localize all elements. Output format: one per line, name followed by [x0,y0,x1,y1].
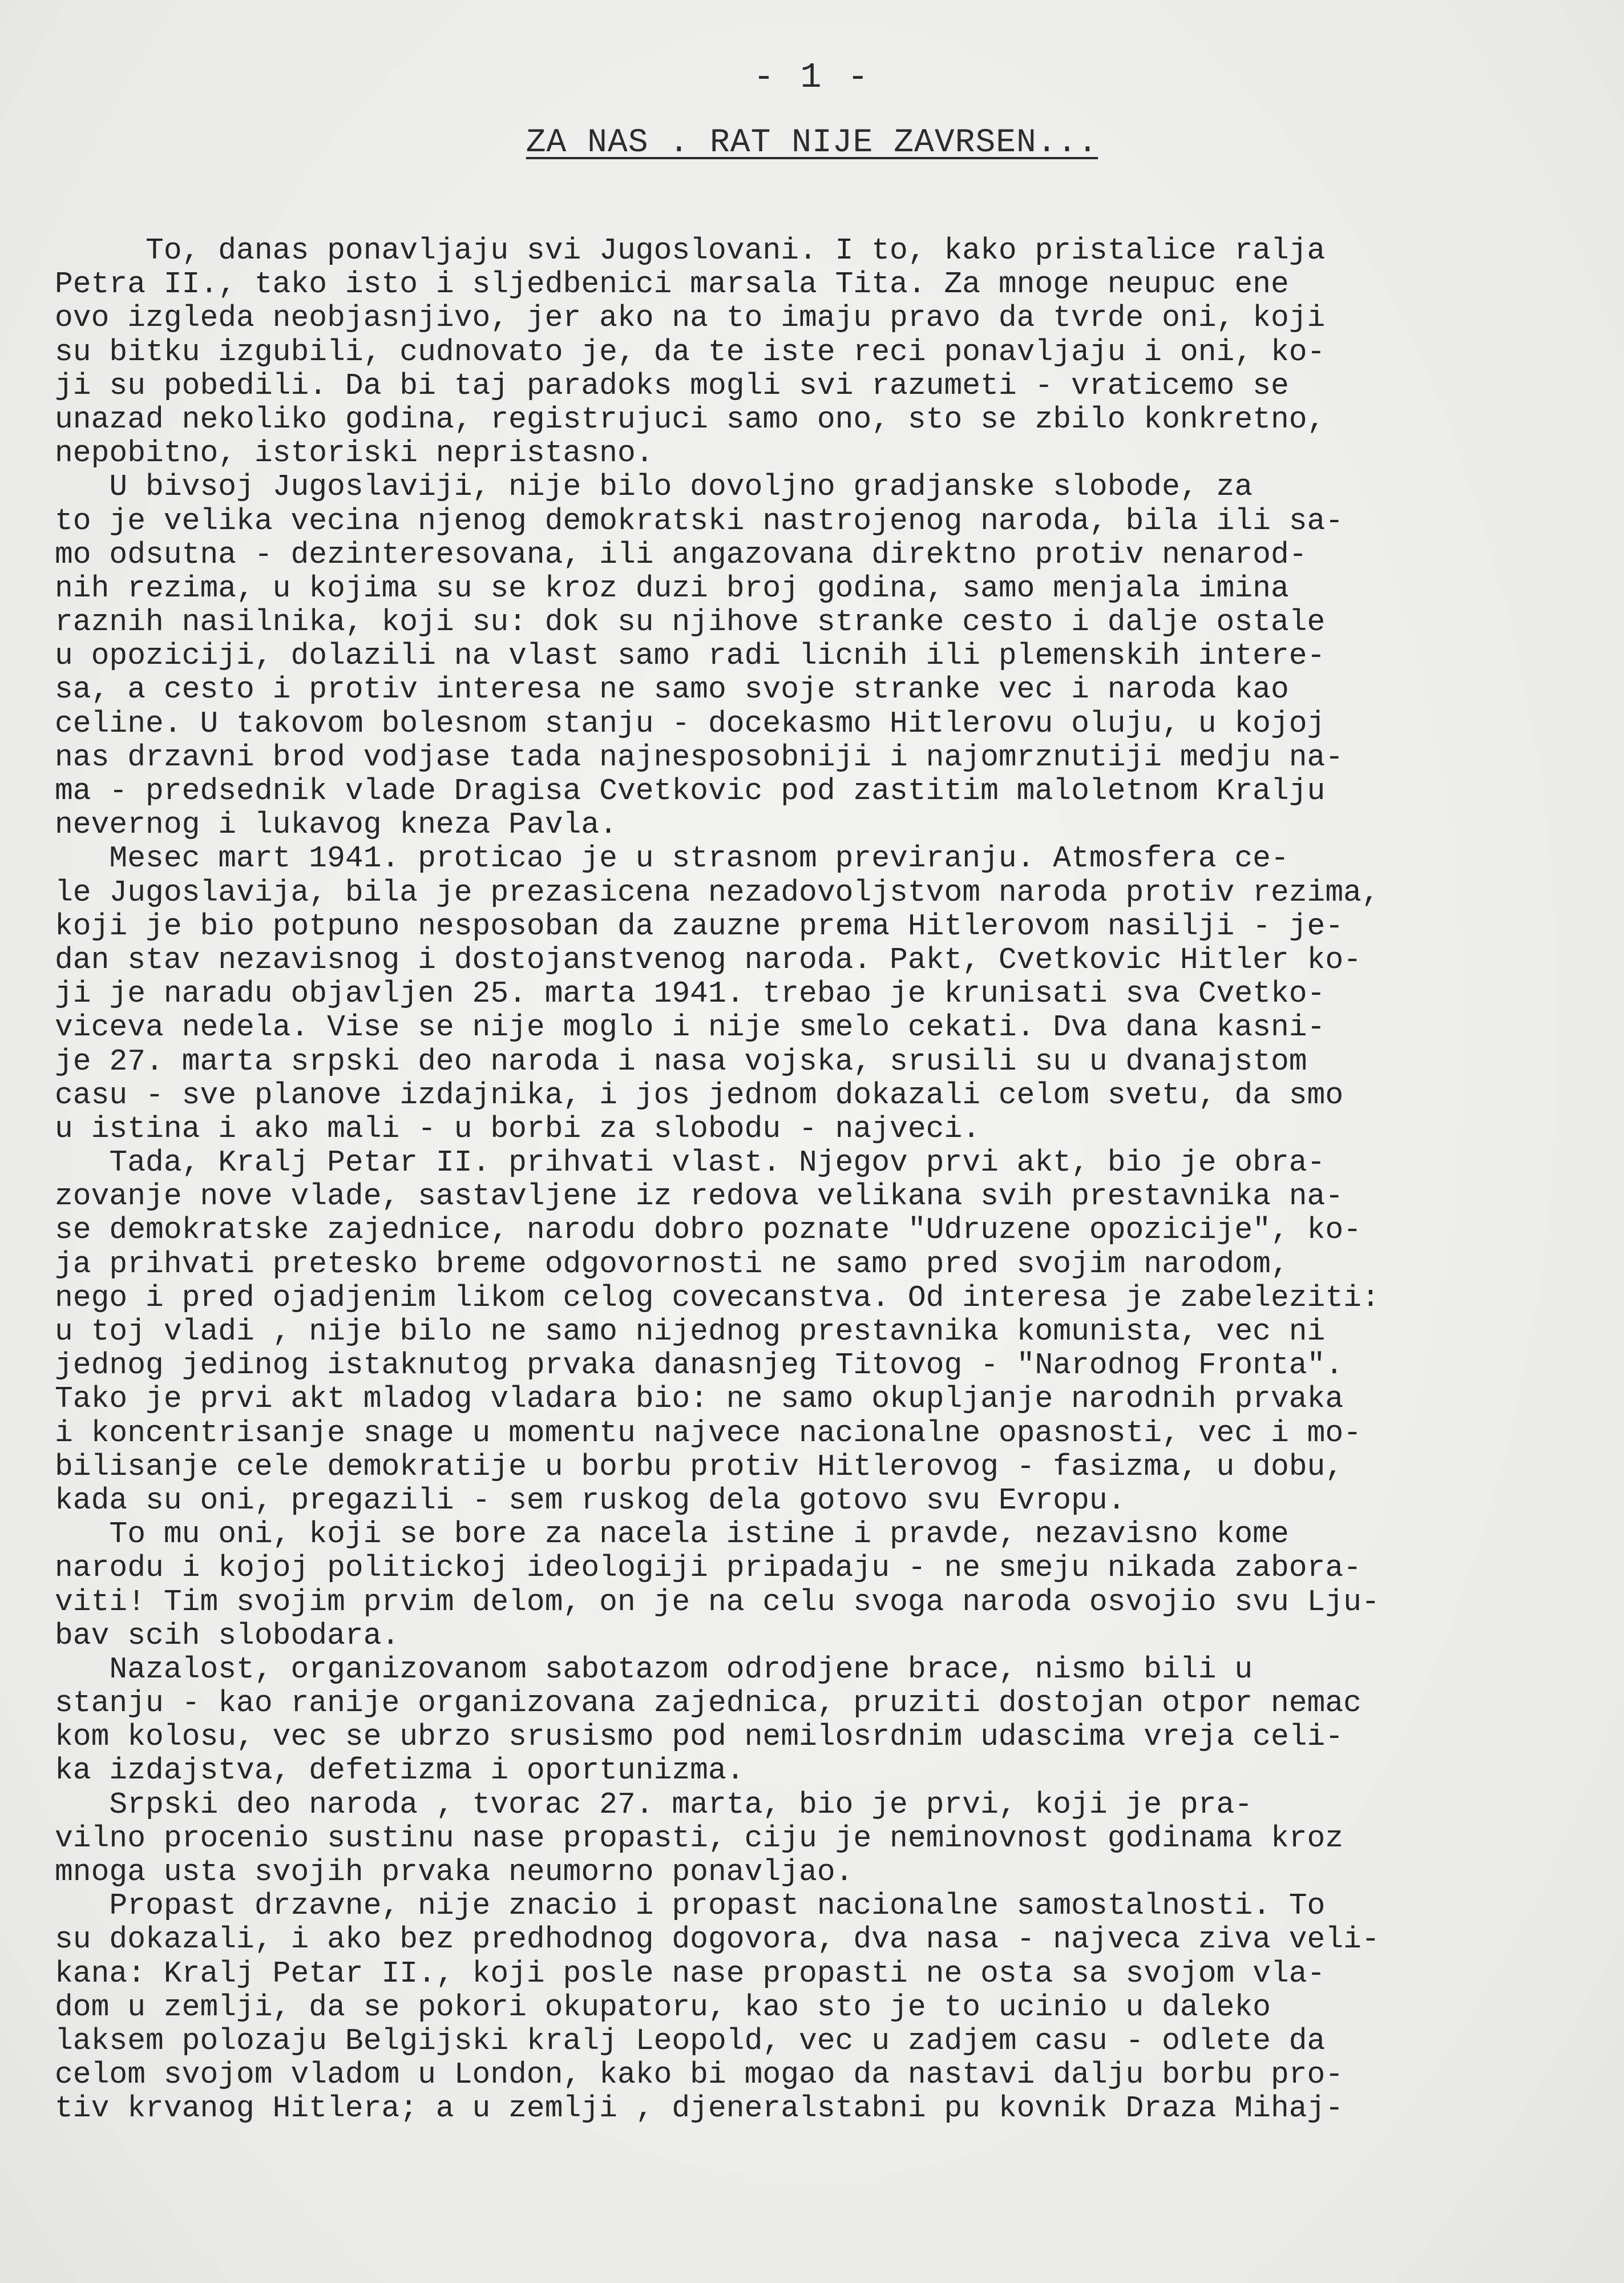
text-line: su dokazali, i ako bez predhodnog dogovora, dva nasa - najveca ziva veli- [55,1922,1380,1957]
text-line: jednog jedinog istaknutog prvaka danasnjeg Titovog - "Narodnog Fronta". [55,1348,1344,1383]
text-line: ji je naradu objavljen 25. marta 1941. trebao je krunisati sva Cvetko- [55,977,1326,1011]
text-line: casu - sve planove izdajnika, i jos jednom dokazali celom svetu, da smo [55,1078,1344,1112]
text-line: celine. U takovom bolesnom stanju - docekasmo Hitlerovu oluju, u kojoj [55,706,1326,741]
text-line: mnoga usta svojih prvaka neumorno ponavljao. [55,1855,854,1889]
page-number: - 1 - [753,57,871,98]
text-line: nevernog i lukavog kneza Pavla. [55,808,617,842]
text-line: Tada, Kralj Petar II. prihvati vlast. Njegov prvi akt, bio je obra- [55,1145,1326,1180]
text-line: Tako je prvi akt mladog vladara bio: ne samo okupljanje narodnih prvaka [55,1382,1344,1417]
text-line: U bivsoj Jugoslaviji, nije bilo dovoljno gradjanske slobode, za [55,470,1253,505]
text-line: vilno procenio sustinu nase propasti, ciju je neminovnost godinama kroz [55,1821,1344,1856]
text-line: Petra II., tako isto i sljedbenici marsala Tita. Za mnoge neupuc ene [55,267,1289,302]
text-line: kada su oni, pregazili - sem ruskog dela gotovo svu Evropu. [55,1483,1126,1518]
text-line: ma - predsednik vlade Dragisa Cvetkovic pod zastitim maloletnom Kralju [55,774,1326,808]
text-line: ji su pobedili. Da bi taj paradoks mogli svi razumeti - vraticemo se [55,368,1289,403]
text-line: viti! Tim svojim prvim delom, on je na celu svoga naroda osvojio svu Lju- [55,1584,1380,1619]
text-line: To mu oni, koji se bore za nacela istine i pravde, nezavisno kome [55,1517,1289,1552]
text-line: To, danas ponavljaju svi Jugoslovani. I to, kako pristalice ralja [55,233,1326,268]
text-line: u istina i ako mali - u borbi za slobodu - najveci. [55,1111,981,1146]
text-line: su bitku izgubili, cudnovato je, da te iste reci ponavljaju i oni, ko- [55,334,1326,369]
text-line: Propast drzavne, nije znacio i propast nacionalne samostalnosti. To [55,1889,1326,1923]
text-line: nas drzavni brod vodjase tada najnesposobniji i najomrznutiji medju na- [55,740,1344,775]
text-line: kana: Kralj Petar II., koji posle nase propasti ne osta sa svojom vla- [55,1956,1326,1991]
text-line: u toj vladi , nije bilo ne samo nijednog prestavnika komunista, vec ni [55,1314,1326,1349]
document-body [55,234,1584,2126]
text-line: dom u zemlji, da se pokori okupatoru, kao sto je to ucinio u daleko [55,1990,1271,2024]
text-line: se demokratske zajednice, narodu dobro poznate "Udruzene opozicije", ko- [55,1213,1362,1248]
text-line: zovanje nove vlade, sastavljene iz redova velikana svih prestavnika na- [55,1179,1344,1214]
text-line: tiv krvanog Hitlera; a u zemlji , djeneralstabni pu kovnik Draza Mihaj- [55,2091,1344,2126]
text-line: u opoziciji, dolazili na vlast samo radi licnih ili plemenskih intere- [55,639,1326,673]
text-line: laksem polozaju Belgijski kralj Leopold, vec u zadjem casu - odlete da [55,2023,1326,2058]
text-line: kom kolosu, vec se ubrzo srusismo pod nemilosrdnim udascima vreja celi- [55,1720,1344,1754]
text-line: celom svojom vladom u London, kako bi mogao da nastavi dalju borbu pro- [55,2058,1344,2092]
text-line: viceva nedela. Vise se nije moglo i nije smelo cekati. Dva dana kasni- [55,1010,1326,1045]
document-title: ZA NAS . RAT NIJE ZAVRSEN... [526,124,1098,162]
text-line: ovo izgleda neobjasnjivo, jer ako na to imaju pravo da tvrde oni, koji [55,301,1326,336]
text-line: to je velika vecina njenog demokratski nastrojenog naroda, bila ili sa- [55,503,1344,538]
text-line: raznih nasilnika, koji su: dok su njihove stranke cesto i dalje ostale [55,605,1326,640]
text-line: unazad nekoliko godina, registrujuci samo ono, sto se zbilo konkretno, [55,402,1326,437]
text-line: ka izdajstva, defetizma i oportunizma. [55,1753,745,1788]
text-line: Mesec mart 1941. proticao je u strasnom previranju. Atmosfera ce- [55,841,1289,876]
text-line: ja prihvati pretesko breme odgovornosti ne samo pred svojim narodom, [55,1247,1289,1281]
text-line: stanju - kao ranije organizovana zajednica, pruziti dostojan otpor nemac [55,1686,1362,1721]
text-line: nego i pred ojadjenim likom celog covecanstva. Od interesa je zabeleziti: [55,1280,1380,1315]
text-line: dan stav nezavisnog i dostojanstvenog naroda. Pakt, Cvetkovic Hitler ko- [55,942,1362,977]
text-line: nih rezima, u kojima su se kroz duzi broj godina, samo menjala imina [55,571,1289,606]
text-line: le Jugoslavija, bila je prezasicena nezadovoljstvom naroda protiv rezima, [55,875,1380,910]
text-line: i koncentrisanje snage u momentu najvece nacionalne opasnosti, vec i mo- [55,1415,1362,1450]
text-line: je 27. marta srpski deo naroda i nasa vojska, srusili su u dvanajstom [55,1044,1307,1079]
text-line: bilisanje cele demokratije u borbu protiv Hitlerovog - fasizma, u dobu, [55,1449,1344,1484]
text-line: mo odsutna - dezinteresovana, ili angazovana direktno protiv nenarod- [55,537,1307,572]
text-line: Nazalost, organizovanom sabotazom odrodjene brace, nismo bili u [55,1652,1253,1687]
text-line: koji je bio potpuno nesposoban da zauzne prema Hitlerovom nasilji - je- [55,909,1344,943]
text-line: bav scih slobodara. [55,1618,400,1653]
text-line: nepobitno, istoriski nepristasno. [55,436,654,471]
text-line: sa, a cesto i protiv interesa ne samo svoje stranke vec i naroda kao [55,672,1289,707]
text-line: narodu i kojoj politickoj ideologiji pripadaju - ne smeju nikada zabora- [55,1551,1362,1586]
text-line: Srpski deo naroda , tvorac 27. marta, bio je prvi, koji je pra- [55,1787,1253,1822]
